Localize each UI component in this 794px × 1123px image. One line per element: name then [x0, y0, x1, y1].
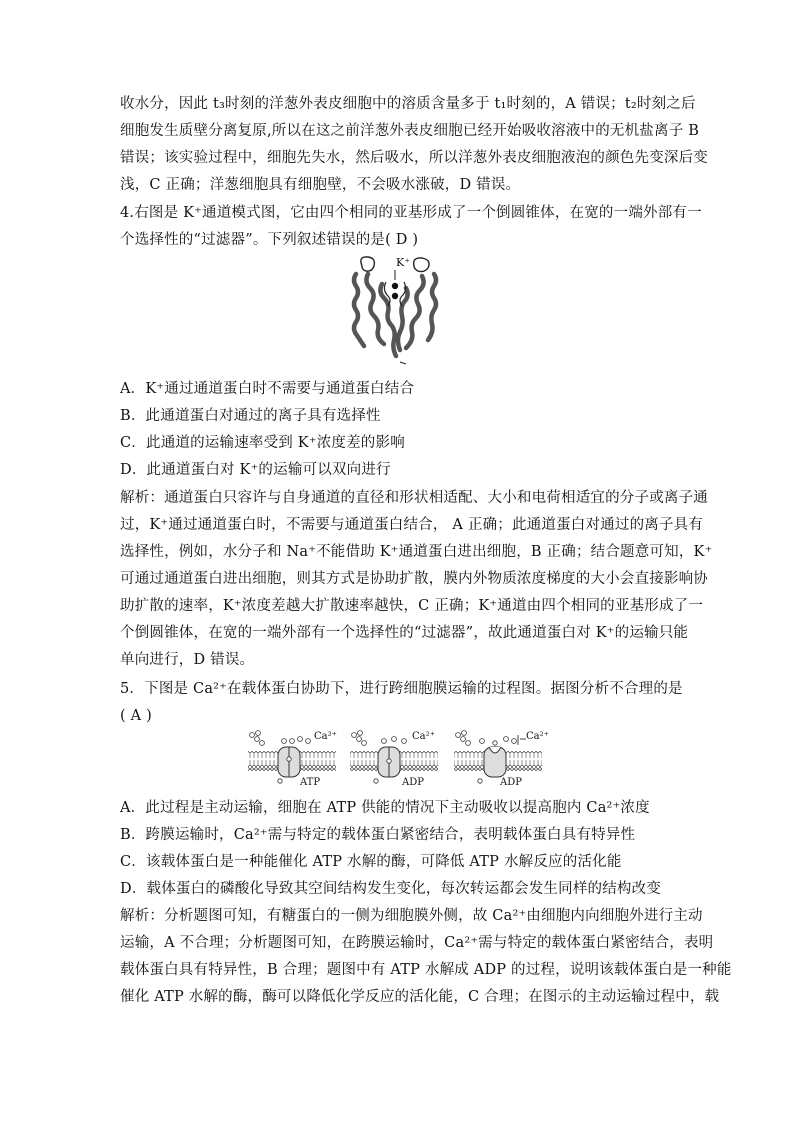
prev-explanation-line: 浅，C 正确；洋葱细胞具有细胞壁，不会吸水涨破，D 错误。: [120, 177, 521, 193]
q5-option: C．该载体蛋白是一种能催化 ATP 水解的酶，可降低 ATP 水解反应的活化能: [120, 854, 622, 870]
prev-explanation-line: 收水分，因此 t₃时刻的洋葱外表皮细胞中的溶质含量多于 t₁时刻的，A 错误；t₂时刻之后: [120, 96, 696, 112]
q4-option: A．K⁺通过通道蛋白时不需要与通道蛋白结合: [120, 381, 415, 397]
q5-analysis-line: 催化 ATP 水解的酶，酶可以降低化学反应的活化能，C 合理；在图示的主动运输过程中，载: [120, 989, 720, 1005]
ca-label-1: Ca²⁺: [314, 731, 337, 742]
q4-analysis-line: 选择性，例如，水分子和 Na⁺不能借助 K⁺通道蛋白进出细胞，B 正确；结合题意可知，K⁺: [120, 544, 713, 560]
q5-analysis-line: 解析：分析题图可知，有糖蛋白的一侧为细胞膜外侧，故 Ca²⁺由细胞内向细胞外进行主动: [120, 908, 703, 924]
q4-analysis-line: 过，K⁺通过通道蛋白时，不需要与通道蛋白结合， A 正确；此通道蛋白对通过的离子具有: [120, 517, 704, 533]
k-channel-figure: [344, 254, 446, 372]
q5-analysis-line: 载体蛋白具有特异性，B 合理；题图中有 ATP 水解成 ADP 的过程，说明该载体蛋白是一种能: [120, 962, 732, 978]
q4-analysis-line: 个倒圆锥体，在宽的一端外部有一个选择性的“过滤器”，故此通道蛋白对 K⁺的运输只能: [120, 625, 689, 641]
k-ion-label: K⁺: [396, 256, 411, 269]
q5-stem-line: 5．下图是 Ca²⁺在载体蛋白协助下，进行跨细胞膜运输的过程图。据图分析不合理的是: [120, 681, 683, 697]
adp-label-1: ADP: [402, 777, 424, 788]
atp-label: ATP: [300, 777, 321, 788]
q4-analysis-line: 可通过通道蛋白进出细胞，则其方式是协助扩散，膜内外物质浓度梯度的大小会直接影响协: [120, 571, 708, 587]
q5-analysis-line: 运输，A 不合理；分析题图可知，在跨膜运输时，Ca²⁺需与特定的载体蛋白紧密结合，表明: [120, 935, 714, 951]
q4-stem-line: 4.右图是 K⁺通道模式图，它由四个相同的亚基形成了一个倒圆锥体，在宽的一端外部有一: [120, 205, 702, 221]
q5-stem-line: ( A ): [120, 708, 153, 724]
q4-analysis-line: 助扩散的速率，K⁺浓度差越大扩散速率越快，C 正确；K⁺通道由四个相同的亚基形成了一: [120, 598, 704, 614]
q4-analysis-line: 单向进行，D 错误。: [120, 652, 255, 668]
ca-label-2: Ca²⁺: [412, 731, 435, 742]
q4-analysis-line: 解析：通道蛋白只容许与自身通道的直径和形状相适配、大小和电荷相适宜的分子或离子通: [120, 490, 708, 506]
q4-stem-line: 个选择性的“过滤器”。下列叙述错误的是( D ): [120, 232, 419, 248]
q4-option: D．此通道蛋白对 K⁺的运输可以双向进行: [120, 462, 391, 478]
prev-explanation-line: 细胞发生质壁分离复原,所以在这之前洋葱外表皮细胞已经开始吸收溶液中的无机盐离子 B: [120, 123, 700, 139]
q4-option: C．此通道的运输速率受到 K⁺浓度差的影响: [120, 435, 405, 451]
adp-label-2: ADP: [500, 777, 522, 788]
q5-option: D．载体蛋白的磷酸化导致其空间结构发生变化，每次转运都会发生同样的结构改变: [120, 881, 662, 897]
q4-option: B．此通道蛋白对通过的离子具有选择性: [120, 408, 381, 424]
q5-option: A．此过程是主动运输，细胞在 ATP 供能的情况下主动吸收以提高胞内 Ca²⁺浓度: [120, 800, 650, 816]
ca-pump-figure: [244, 729, 554, 791]
q5-option: B．跨膜运输时，Ca²⁺需与特定的载体蛋白紧密结合，表明载体蛋白具有特异性: [120, 827, 636, 843]
prev-explanation-line: 错误；该实验过程中，细胞先失水，然后吸水，所以洋葱外表皮细胞液泡的颜色先变深后变: [120, 150, 708, 166]
ca-label-3: Ca²⁺: [526, 731, 549, 742]
